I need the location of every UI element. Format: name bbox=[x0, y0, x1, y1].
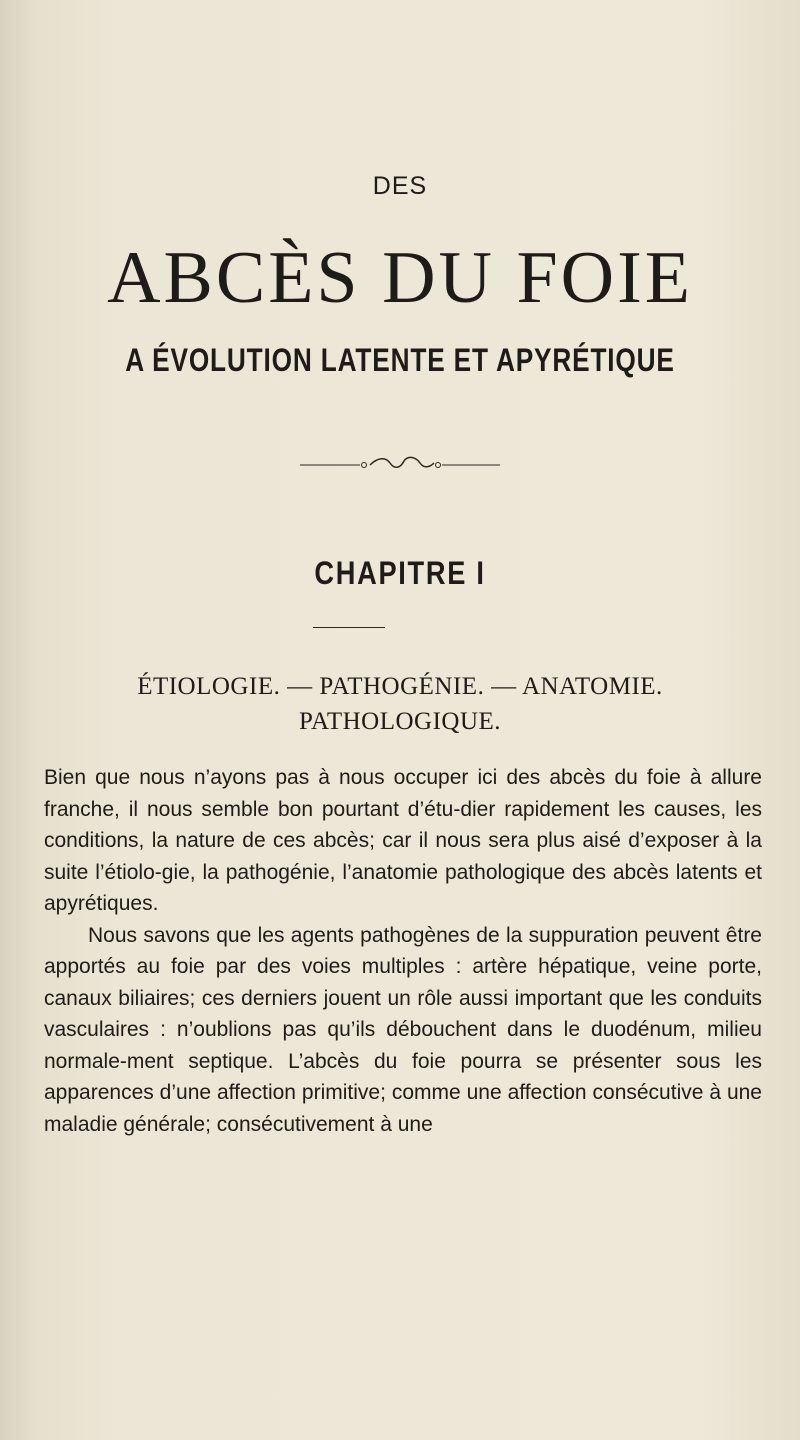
paragraph: Bien que nous n’ayons pas à nous occuper ici des abcès du foie à allure franche, il nous semble bon pourtant d’étu-dier rapidement les causes, les conditions, la nature de ces abcès; car il nous sera plus aisé d’exposer à la suite l’étiolo-gie, la pathogénie, l’anatomie pathologique des abcès latents et apyrétiques. bbox=[44, 766, 762, 915]
page-subtitle: A ÉVOLUTION LATENTE ET APYRÉTIQUE bbox=[125, 342, 675, 378]
pre-title: DES bbox=[372, 172, 428, 200]
section-heading-line-1: ÉTIOLOGIE. — PATHOGÉNIE. — ANATOMIE. bbox=[137, 673, 663, 700]
paragraph: Nous savons que les agents pathogènes de la suppuration peuvent être apportés au foie par des voies multiples : artère hépatique, veine porte, canaux biliaires; ces derniers jouent un rôle aussi important que les conduits vasculaires : n’oublions pas qu’ils débouchent dans le duodénum, milieu normale-ment septique. L’abcès du foie pourra se présenter sous les apparences d’une affection primitive; comme une affection consécutive à une maladie générale; consécutivement à une bbox=[44, 923, 762, 1136]
page-title: ABCÈS DU FOIE bbox=[107, 237, 693, 319]
decorative-flourish-icon bbox=[300, 455, 500, 475]
chapter-label: CHAPITRE I bbox=[314, 555, 486, 591]
divider bbox=[313, 627, 385, 628]
body-text bbox=[44, 762, 762, 1140]
section-heading-line-2: PATHOLOGIQUE. bbox=[298, 708, 502, 735]
